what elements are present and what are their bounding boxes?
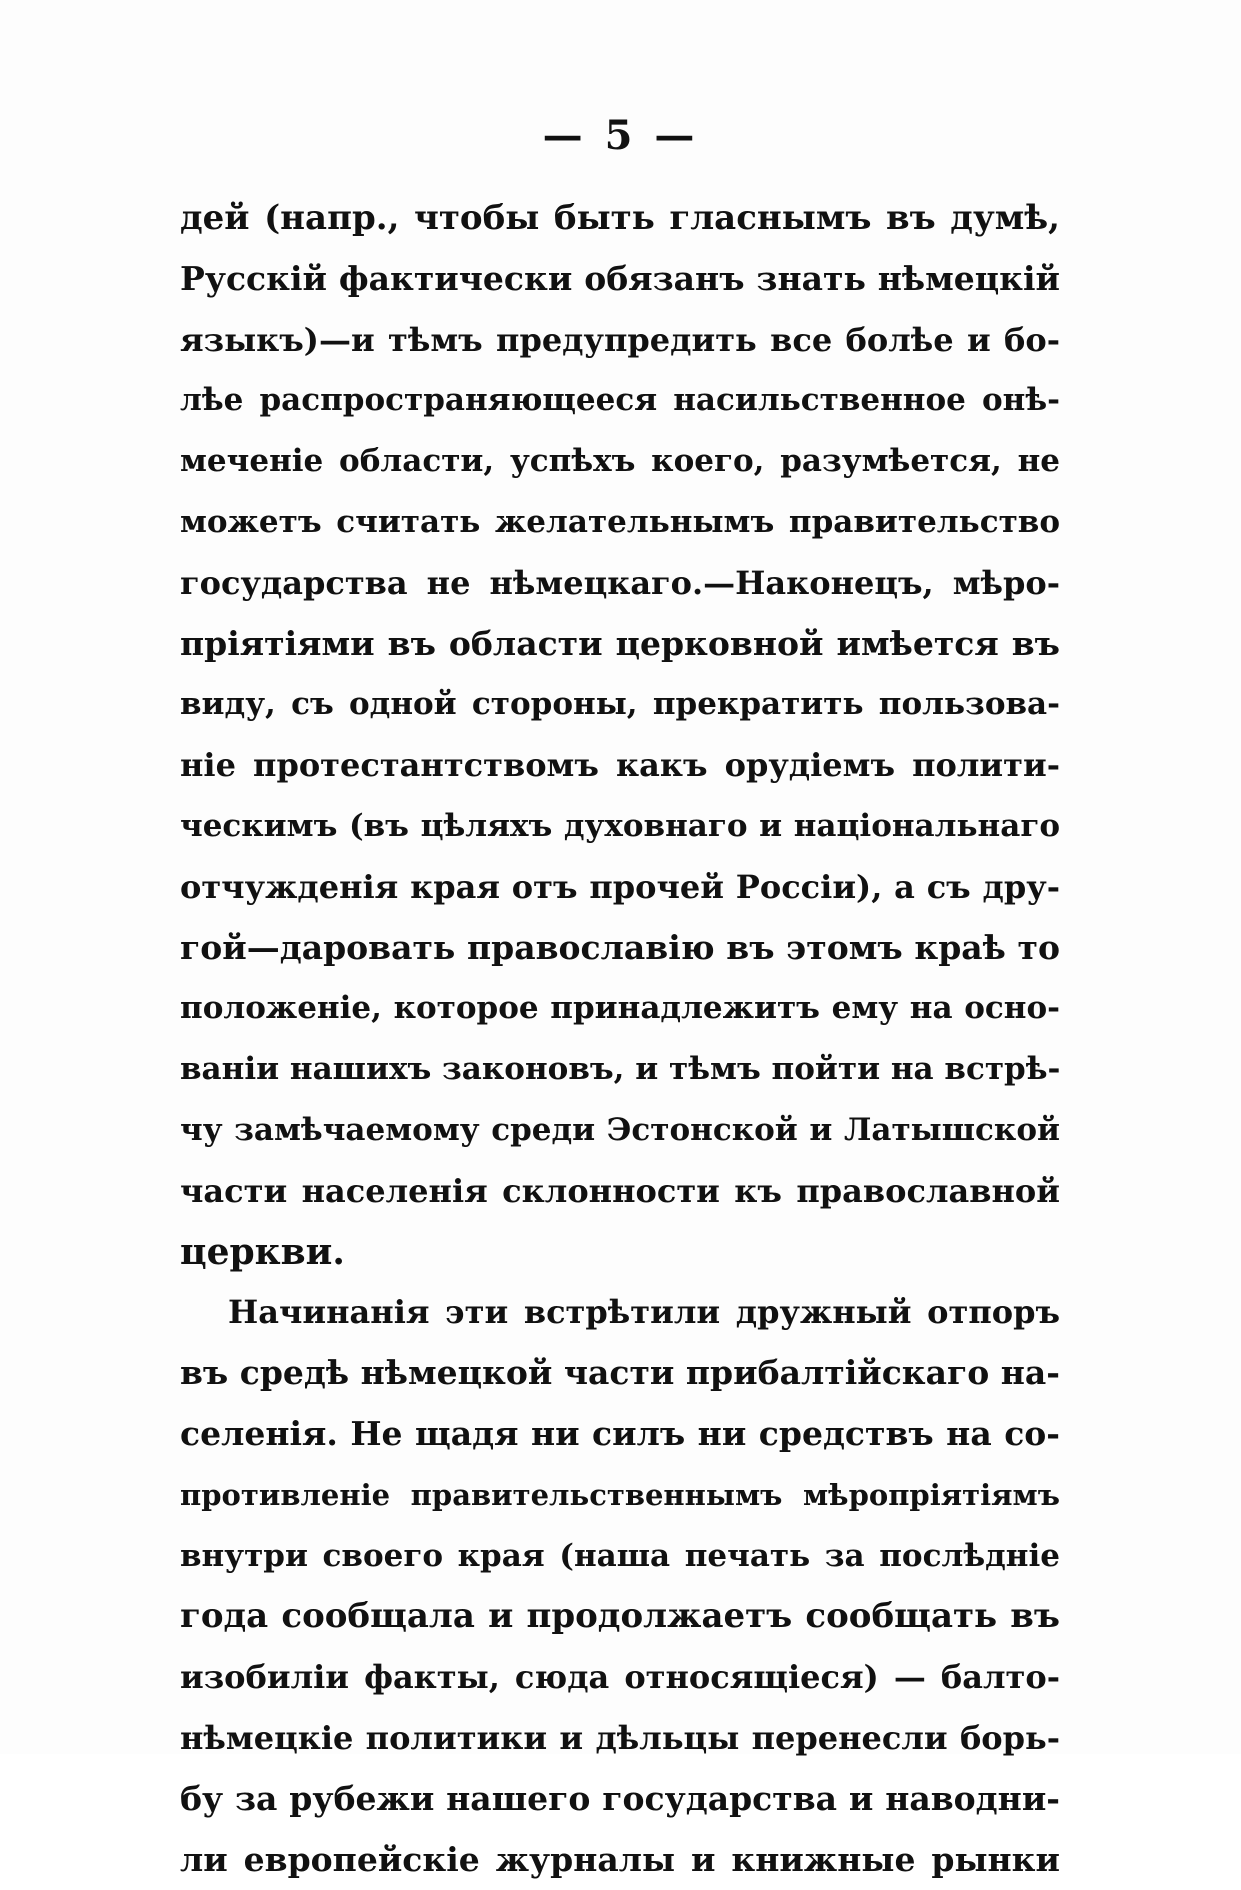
- text-line: положеніе, которое принадлежитъ ему на осно-: [180, 990, 1060, 1027]
- text-line: части населенія склонности къ православной: [180, 1171, 1060, 1210]
- text-line: ніе протестантствомъ какъ орудіемъ полити-: [180, 746, 1060, 785]
- text-line: виду, съ одной стороны, прекратить пользова-: [180, 686, 1060, 723]
- paragraph: [180, 1282, 1060, 1890]
- page-number: — 5 —: [542, 112, 699, 159]
- text-line: въ средѣ нѣмецкой части прибалтійскаго на-: [180, 1353, 1060, 1393]
- text-line: ческимъ (въ цѣляхъ духовнаго и національнаго: [180, 807, 1060, 844]
- text-line: изобиліи факты, сюда относящіеся) — балто-: [180, 1658, 1060, 1697]
- text-line: меченіе области, успѣхъ коего, разумѣется, не: [180, 443, 1060, 480]
- text-line: нѣмецкіе политики и дѣльцы перенесли борь-: [180, 1718, 1060, 1757]
- text-line: внутри своего края (наша печать за послѣдніе: [180, 1537, 1060, 1574]
- text-line: отчужденія края отъ прочей Россіи), а съ дру-: [180, 867, 1060, 906]
- text-line: ваніи нашихъ законовъ, и тѣмъ пойти на встрѣ-: [180, 1051, 1060, 1088]
- text-line: Русскій фактически обязанъ знать нѣмецкій: [180, 258, 1060, 298]
- text-line: Начинанія эти встрѣтили дружный отпоръ: [228, 1293, 1060, 1332]
- text-line: языкъ)—и тѣмъ предупредить все болѣе и бо-: [180, 320, 1060, 359]
- text-line: пріятіями въ области церковной имѣется въ: [180, 623, 1060, 663]
- text-line: лѣе распространяющееся насильственное онѣ-: [180, 382, 1060, 419]
- text-line: государства не нѣмецкаго.—Наконецъ, мѣро-: [180, 563, 1060, 602]
- text-line: бу за рубежи нашего государства и наводни-: [180, 1778, 1060, 1818]
- text-line: дей (напр., чтобы быть гласнымъ въ думѣ,: [180, 198, 1060, 238]
- text-line: противленіе правительственнымъ мѣропріятіямъ: [180, 1477, 1060, 1512]
- paragraph: [180, 188, 1060, 1282]
- text-line: чу замѣчаемому среди Эстонской и Латышской: [180, 1111, 1060, 1148]
- text-line: церкви.: [180, 1230, 345, 1273]
- text-line: селенія. Не щадя ни силъ ни средствъ на со-: [180, 1413, 1060, 1453]
- body-text: [180, 188, 1060, 1890]
- text-line: можетъ считать желательнымъ правительство: [180, 503, 1060, 540]
- text-line: гой—даровать православію въ этомъ краѣ то: [180, 927, 1060, 967]
- text-line: года сообщала и продолжаетъ сообщать въ: [180, 1596, 1060, 1637]
- text-line: ли европейскіе журналы и книжные рынки: [180, 1839, 1060, 1879]
